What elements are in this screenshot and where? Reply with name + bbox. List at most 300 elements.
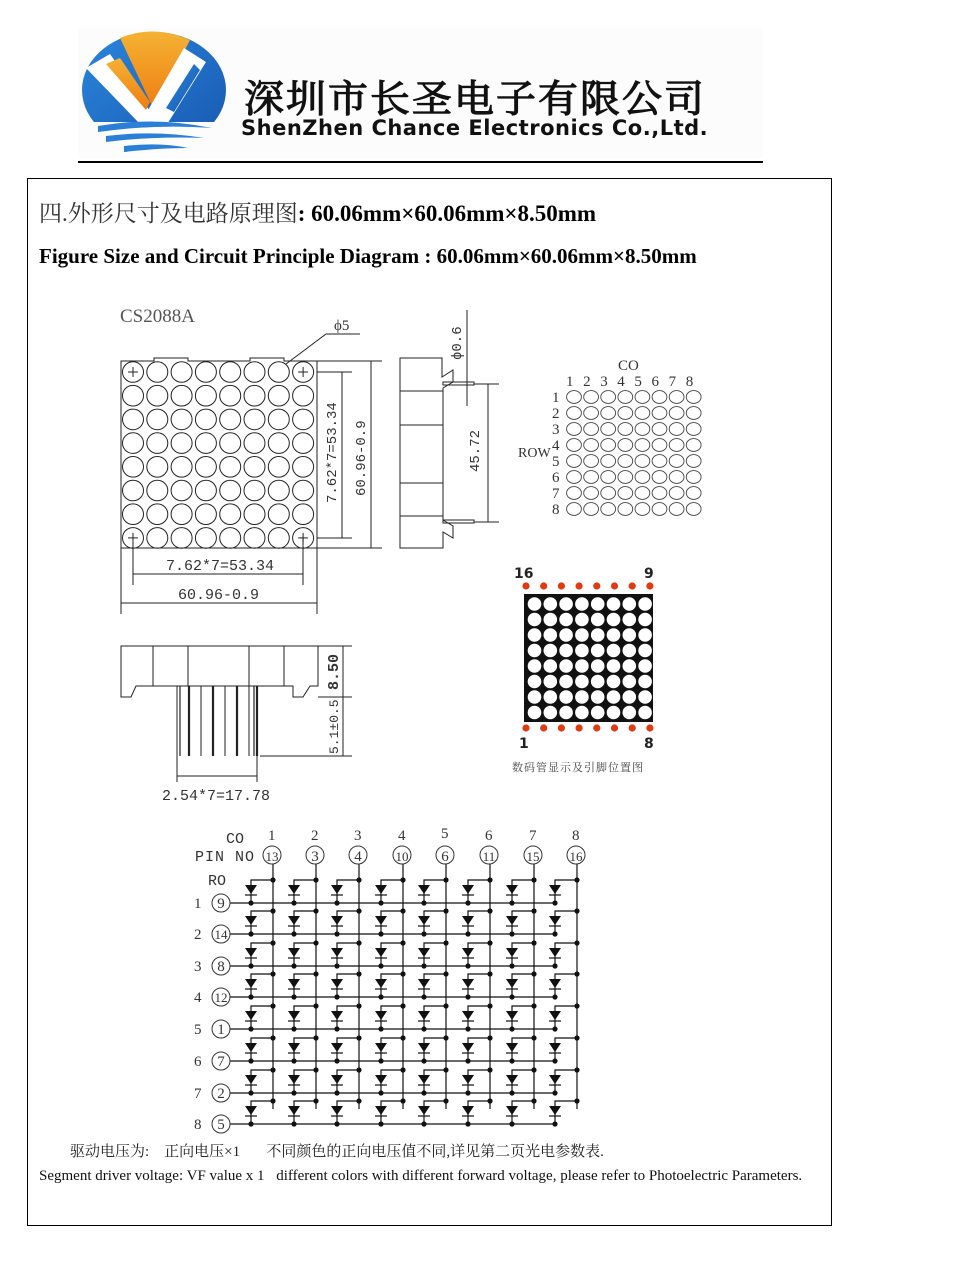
led-dot: [171, 362, 192, 383]
led-dot-lit: [623, 613, 637, 627]
schematic-row-index: 4: [194, 990, 202, 1006]
section-title-en-dims: : 60.06mm×60.06mm×8.50mm: [419, 244, 697, 268]
led-diode-icon: [462, 948, 474, 957]
schematic-col-index: 7: [529, 828, 537, 844]
led-dot-lit: [544, 597, 558, 611]
led-dot: [268, 409, 289, 430]
pin-pitch-label: 2.54*7=17.78: [162, 788, 271, 805]
led-dot-lit: [607, 613, 621, 627]
led-dot-lit: [559, 597, 573, 611]
led-dot-lit: [575, 628, 589, 642]
pin-top-left: 16: [514, 566, 534, 582]
matrix-dot: [584, 391, 599, 404]
matrix-dot: [567, 471, 582, 484]
driver-voltage-note-cn: [70, 1140, 604, 1161]
led-dot-lit: [528, 613, 542, 627]
matrix-dot: [567, 487, 582, 500]
led-diode-icon: [245, 885, 257, 894]
led-dot-lit: [528, 706, 542, 720]
led-dot-lit: [559, 628, 573, 642]
schematic-row-pin: 12: [214, 990, 228, 1005]
led-dot: [147, 409, 168, 430]
led-dot: [220, 480, 241, 501]
led-dot-lit: [544, 628, 558, 642]
led-diode-icon: [418, 948, 430, 957]
matrix-dot: [686, 423, 701, 436]
matrix-dot: [652, 423, 667, 436]
led-dot-lit: [638, 628, 652, 642]
led-dot: [171, 385, 192, 406]
matrix-dot: [618, 391, 633, 404]
led-dot-lit: [623, 706, 637, 720]
matrix-row-label: ROW: [518, 446, 551, 461]
led-diode-icon: [331, 948, 343, 957]
led-dot-lit: [591, 597, 605, 611]
schematic-row-index: 7: [194, 1086, 202, 1102]
note-cn-vf: 正向电压×1: [164, 1144, 241, 1160]
led-dot-lit: [607, 628, 621, 642]
schematic-col-pin: 15: [526, 849, 540, 864]
matrix-col-number: 2: [583, 374, 591, 390]
led-dot-lit: [591, 675, 605, 689]
led-dot-lit: [591, 628, 605, 642]
led-dot-lit: [607, 597, 621, 611]
led-dot-lit: [591, 644, 605, 658]
led-dot: [147, 362, 168, 383]
section-title-cn-text: 四.外形尺寸及电路原理图: [39, 201, 298, 226]
matrix-dot: [669, 471, 684, 484]
pin-marker: [558, 582, 565, 589]
led-dot: [293, 504, 314, 525]
led-dot-lit: [575, 644, 589, 658]
led-diode-icon: [245, 1011, 257, 1020]
led-diode-icon: [462, 1106, 474, 1115]
matrix-map: [518, 358, 701, 518]
led-dot-lit: [544, 706, 558, 720]
matrix-dot: [567, 407, 582, 420]
led-dot: [220, 409, 241, 430]
schematic-col-pin: 4: [354, 849, 362, 865]
led-dot: [268, 457, 289, 478]
pin-marker: [611, 582, 618, 589]
led-dot: [147, 480, 168, 501]
led-diode-icon: [462, 1043, 474, 1052]
led-dot: [171, 480, 192, 501]
led-dot: [293, 385, 314, 406]
company-name-en: ShenZhen Chance Electronics Co.,Ltd.: [241, 116, 709, 140]
led-dot: [195, 362, 216, 383]
led-dot: [147, 433, 168, 454]
schematic: [194, 826, 585, 1133]
led-dot-lit: [623, 644, 637, 658]
led-diode-icon: [245, 1043, 257, 1052]
matrix-row-number: 6: [552, 470, 560, 486]
schematic-row-pin: 14: [214, 927, 228, 942]
schematic-col-pin: 6: [441, 849, 449, 865]
matrix-dot: [567, 455, 582, 468]
led-dot: [195, 480, 216, 501]
led-dot: [195, 457, 216, 478]
matrix-dot: [567, 439, 582, 452]
led-dot-grid: [123, 362, 314, 549]
schematic-row-index: 3: [194, 959, 202, 975]
schematic-row-index: 6: [194, 1054, 202, 1070]
led-dot-lit: [591, 659, 605, 673]
led-dot-lit: [528, 690, 542, 704]
led-dot-lit: [638, 690, 652, 704]
led-dot-lit: [575, 690, 589, 704]
led-dot: [171, 504, 192, 525]
led-diode-icon: [462, 885, 474, 894]
led-diode-icon: [462, 916, 474, 925]
note-cn-label: 驱动电压为:: [70, 1144, 150, 1160]
section-title-cn-dims: : 60.06mm×60.06mm×8.50mm: [297, 201, 597, 226]
pin-marker: [540, 724, 547, 731]
led-dot: [268, 362, 289, 383]
matrix-dot: [567, 391, 582, 404]
led-dot-lit: [607, 659, 621, 673]
led-diode-icon: [331, 916, 343, 925]
matrix-dot: [584, 487, 599, 500]
led-dot: [123, 504, 144, 525]
led-dot: [220, 385, 241, 406]
matrix-dot: [618, 455, 633, 468]
led-dot: [268, 528, 289, 549]
schematic-col-pin: 3: [311, 849, 319, 865]
led-diode-icon: [375, 916, 387, 925]
led-dot: [268, 480, 289, 501]
led-dot: [293, 433, 314, 454]
led-dot-lit: [638, 644, 652, 658]
led-dot-lit: [575, 706, 589, 720]
led-diode-icon: [288, 948, 300, 957]
matrix-dot: [618, 407, 633, 420]
schematic-row-index: 1: [194, 896, 202, 912]
led-dot: [195, 385, 216, 406]
led-dot-lit: [559, 706, 573, 720]
schematic-col-index: 8: [572, 828, 580, 844]
led-dot-lit: [575, 597, 589, 611]
pin-marker: [540, 582, 547, 589]
bottom-view: [121, 646, 352, 805]
led-dot-lit: [607, 675, 621, 689]
led-diode-icon: [549, 885, 561, 894]
matrix-dot: [618, 423, 633, 436]
matrix-row-number: 1: [552, 390, 560, 406]
pin-marker: [646, 724, 653, 731]
schematic-row-pin: 7: [217, 1054, 225, 1070]
matrix-dot: [618, 471, 633, 484]
led-dot: [195, 433, 216, 454]
led-dot-lit: [528, 597, 542, 611]
led-dot: [171, 409, 192, 430]
led-dot-lit: [575, 613, 589, 627]
led-dot: [244, 385, 265, 406]
led-dot: [171, 528, 192, 549]
led-diode-icon: [331, 1043, 343, 1052]
matrix-row-number: 5: [552, 454, 560, 470]
led-dot: [220, 504, 241, 525]
matrix-dot: [635, 439, 650, 452]
pin-marker: [646, 582, 653, 589]
led-diode-icon: [462, 1075, 474, 1084]
led-dot: [220, 528, 241, 549]
led-dot-lit: [544, 613, 558, 627]
matrix-dot: [601, 391, 616, 404]
led-diode-icon: [549, 948, 561, 957]
led-dot: [244, 457, 265, 478]
matrix-dot: [567, 423, 582, 436]
matrix-dot: [652, 391, 667, 404]
pin-bottom-left: 1: [519, 736, 529, 752]
pin-layout: [512, 566, 654, 774]
led-dot-lit: [559, 644, 573, 658]
led-dot: [220, 457, 241, 478]
led-diode-icon: [375, 1075, 387, 1084]
pin-marker: [611, 724, 618, 731]
pin-layout-caption: 数码管显示及引脚位置图: [512, 761, 644, 774]
led-diode-icon: [245, 948, 257, 957]
schematic-col-pin: 13: [265, 849, 279, 864]
matrix-dot: [601, 487, 616, 500]
led-dot-lit: [559, 690, 573, 704]
pitch-horizontal-label: 7.62*7=53.34: [166, 558, 275, 575]
led-dot: [123, 480, 144, 501]
matrix-row-number: 7: [552, 486, 560, 502]
led-dot-lit: [528, 644, 542, 658]
led-dot: [293, 457, 314, 478]
matrix-dot: [669, 423, 684, 436]
schematic-row-pin: 8: [217, 959, 225, 975]
led-diode-icon: [462, 1011, 474, 1020]
matrix-dot: [584, 471, 599, 484]
schematic-row-pin: 1: [217, 1022, 225, 1038]
note-en-vf: Segment driver voltage: VF value x 1: [39, 1168, 265, 1184]
matrix-col-number: 1: [566, 374, 574, 390]
led-dot: [123, 433, 144, 454]
matrix-dot: [669, 487, 684, 500]
led-dot-lit: [544, 690, 558, 704]
pin-length-label: 5.1±0.5: [327, 699, 342, 754]
width-dim-label: 60.96-0.9: [178, 587, 260, 604]
company-name-cn: 深圳市长圣电子有限公司: [244, 77, 707, 121]
led-diode-icon: [245, 1106, 257, 1115]
driver-voltage-note-en: [39, 1164, 821, 1188]
pin-marker: [576, 582, 583, 589]
schematic-pin-label: PIN NO: [195, 849, 256, 866]
led-dot-lit: [623, 690, 637, 704]
schematic-row-index: 5: [194, 1022, 202, 1038]
matrix-col-label: CO: [618, 358, 639, 374]
led-diode-icon: [331, 1011, 343, 1020]
led-dot: [147, 504, 168, 525]
led-dot: [195, 409, 216, 430]
matrix-dot: [669, 439, 684, 452]
matrix-col-number: 5: [634, 374, 642, 390]
led-dot-lit: [623, 675, 637, 689]
led-dot-lit: [638, 613, 652, 627]
front-view: [120, 306, 382, 614]
led-diode-icon: [462, 979, 474, 988]
led-dot-lit: [575, 675, 589, 689]
matrix-dot: [652, 407, 667, 420]
schematic-col-index: 5: [441, 826, 449, 842]
led-dot-lit: [559, 613, 573, 627]
schematic-row-label: RO: [208, 873, 227, 890]
matrix-dot: [686, 471, 701, 484]
matrix-row-number: 4: [552, 438, 560, 454]
matrix-row-number: 2: [552, 406, 560, 422]
led-diode-icon: [288, 979, 300, 988]
matrix-col-number: 8: [685, 374, 694, 390]
matrix-col-number: 7: [668, 374, 677, 390]
matrix-dot: [584, 503, 599, 516]
schematic-col-index: 4: [398, 828, 406, 844]
led-dot-lit: [544, 644, 558, 658]
matrix-dot: [601, 439, 616, 452]
matrix-dot: [618, 439, 633, 452]
matrix-dot: [652, 503, 667, 516]
matrix-dot: [652, 439, 667, 452]
led-dot-lit: [591, 613, 605, 627]
matrix-dot: [601, 423, 616, 436]
led-dot: [171, 433, 192, 454]
matrix-dot: [686, 487, 701, 500]
led-diode-icon: [331, 885, 343, 894]
matrix-dot: [601, 471, 616, 484]
led-dot: [244, 480, 265, 501]
led-diode-icon: [418, 885, 430, 894]
led-diode-icon: [288, 1106, 300, 1115]
led-dot-lit: [559, 675, 573, 689]
matrix-dot: [584, 455, 599, 468]
pin-marker: [522, 582, 529, 589]
led-dot: [123, 457, 144, 478]
led-diode-icon: [331, 1075, 343, 1084]
led-dot: [220, 433, 241, 454]
led-dot-lit: [638, 597, 652, 611]
matrix-dot: [618, 503, 633, 516]
led-dot-lit: [528, 659, 542, 673]
height-dim-label: 60.96-0.9: [354, 420, 370, 496]
matrix-dot: [686, 391, 701, 404]
schematic-row-index: 8: [194, 1117, 202, 1133]
led-diode-icon: [288, 1075, 300, 1084]
led-diode-icon: [549, 1043, 561, 1052]
led-dot: [244, 409, 265, 430]
led-dot: [123, 409, 144, 430]
matrix-dot: [601, 503, 616, 516]
led-diode-icon: [375, 1011, 387, 1020]
led-dot: [268, 385, 289, 406]
led-diode-icon: [506, 979, 518, 988]
led-dot: [244, 433, 265, 454]
led-dot: [244, 504, 265, 525]
led-dot: [195, 528, 216, 549]
matrix-dot: [635, 503, 650, 516]
led-diode-icon: [331, 979, 343, 988]
led-diode-icon: [418, 1011, 430, 1020]
led-diode-icon: [418, 1106, 430, 1115]
led-dot: [268, 433, 289, 454]
matrix-dot: [618, 487, 633, 500]
note-en-detail: different colors with different forward voltage, please refer to Photoelectric Parameters.: [276, 1168, 803, 1184]
led-dot: [147, 385, 168, 406]
pin-marker: [576, 724, 583, 731]
schematic-row-pin: 9: [217, 896, 225, 912]
side-view: [400, 310, 499, 548]
led-dot: [195, 504, 216, 525]
schematic-col-index: 1: [268, 828, 276, 844]
led-dot-lit: [544, 659, 558, 673]
led-dot-lit: [544, 675, 558, 689]
model-label: CS2088A: [120, 306, 195, 327]
matrix-dot: [686, 455, 701, 468]
led-diode-icon: [506, 1075, 518, 1084]
schematic-row-index: 2: [194, 927, 202, 943]
schematic-row-pin: 5: [217, 1117, 225, 1133]
schematic-col-index: 2: [311, 828, 319, 844]
led-diode-icon: [506, 1011, 518, 1020]
led-dot-lit: [623, 659, 637, 673]
led-dot-lit: [607, 690, 621, 704]
led-dot-lit: [638, 659, 652, 673]
led-dot-lit: [623, 628, 637, 642]
led-diode-icon: [375, 885, 387, 894]
led-diode-icon: [375, 1043, 387, 1052]
led-dot-lit: [559, 659, 573, 673]
led-diode-icon: [506, 916, 518, 925]
schematic-col-label: CO: [226, 831, 245, 848]
led-dot-lit: [638, 675, 652, 689]
matrix-dot: [635, 423, 650, 436]
matrix-dot: [584, 423, 599, 436]
matrix-dot: [686, 503, 701, 516]
led-diode-icon: [506, 948, 518, 957]
matrix-col-number: 4: [617, 374, 625, 390]
led-diode-icon: [549, 979, 561, 988]
matrix-dot: [652, 487, 667, 500]
pin-marker: [629, 582, 636, 589]
led-diode-icon: [549, 916, 561, 925]
led-dot: [220, 362, 241, 383]
pin-marker: [558, 724, 565, 731]
led-diode-icon: [331, 1106, 343, 1115]
matrix-row-number: 8: [552, 502, 560, 518]
matrix-dot: [635, 487, 650, 500]
led-diode-icon: [288, 1011, 300, 1020]
schematic-col-pin: 16: [569, 849, 583, 864]
led-dot: [147, 528, 168, 549]
led-diode-icon: [418, 979, 430, 988]
led-diode-icon: [418, 1075, 430, 1084]
led-dot-lit: [638, 706, 652, 720]
led-diode-icon: [288, 1043, 300, 1052]
dot-diameter-label: ϕ5: [334, 318, 350, 334]
led-diode-icon: [288, 885, 300, 894]
matrix-dot: [584, 407, 599, 420]
led-diode-icon: [506, 885, 518, 894]
led-dot: [123, 385, 144, 406]
matrix-dot: [686, 439, 701, 452]
pin-diameter-label: ϕ0.6: [450, 326, 466, 360]
pitch-vertical-label: 7.62*7=53.34: [325, 402, 341, 503]
led-dot: [293, 480, 314, 501]
led-dot-lit: [623, 597, 637, 611]
led-dot-lit: [575, 659, 589, 673]
pin-marker: [629, 724, 636, 731]
schematic-col-pin: 10: [395, 849, 409, 864]
